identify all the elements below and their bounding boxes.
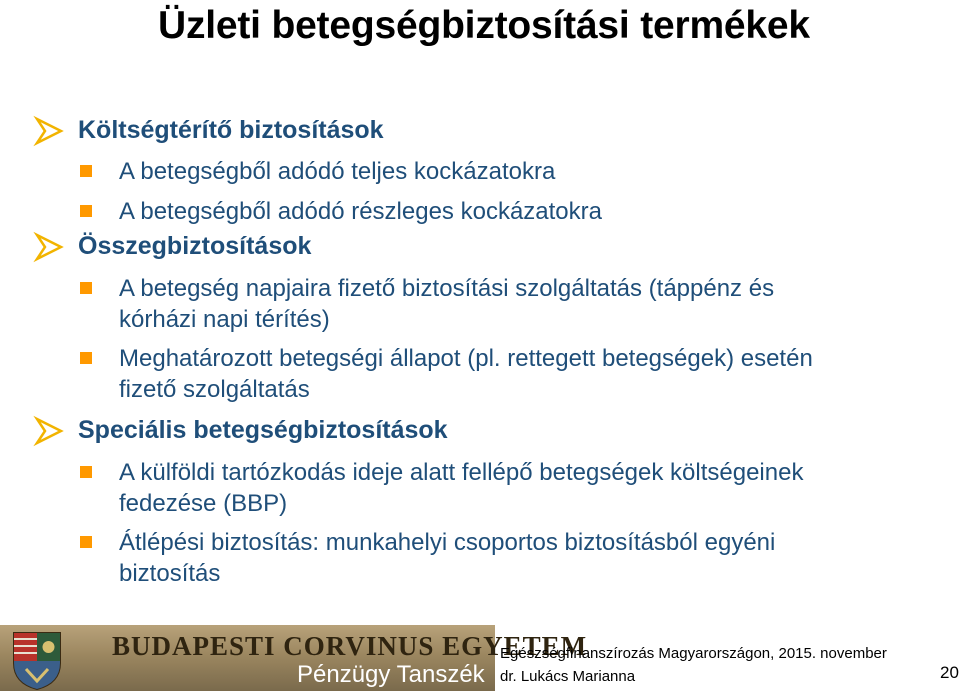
square-bullet-icon (80, 205, 92, 217)
section-heading: Összegbiztosítások (78, 232, 312, 260)
section-heading: Speciális betegségbiztosítások (78, 416, 448, 444)
list-item: A betegségből adódó teljes kockázatokra (119, 158, 556, 185)
list-item-line: A betegség napjaira fizető biztosítási szolgáltatás (táppénz és (119, 275, 775, 302)
square-bullet-icon (80, 282, 92, 294)
arrowhead-bullet-icon (34, 232, 64, 262)
list-item-line: fizető szolgáltatás (119, 376, 310, 403)
list-item: A betegségből adódó részleges kockázatokra (119, 198, 602, 225)
list-item-line: fedezése (BBP) (119, 490, 288, 517)
square-bullet-icon (80, 165, 92, 177)
square-bullet-icon (80, 536, 92, 548)
arrowhead-bullet-icon (34, 116, 64, 146)
square-bullet-icon (80, 352, 92, 364)
list-item-line: A külföldi tartózkodás ideje alatt fellépő betegségek költségeinek (119, 459, 804, 486)
slide-footer (0, 625, 960, 691)
list-item-line: biztosítás (119, 560, 221, 587)
coat-of-arms-icon (8, 629, 66, 691)
list-item-line: kórházi napi térítés) (119, 306, 330, 333)
page-number: 20 (940, 663, 959, 682)
university-name: BUDAPESTI CORVINUS EGYETEM (112, 631, 588, 661)
list-item-line: Átlépési biztosítás: munkahelyi csoportos biztosításból egyéni (119, 529, 776, 556)
footer-event: Egészségfinanszírozás Magyarországon, 2015. november (500, 645, 887, 662)
department-name: Pénzügy Tanszék (297, 661, 485, 688)
square-bullet-icon (80, 466, 92, 478)
arrowhead-bullet-icon (34, 416, 64, 446)
slide-title: Üzleti betegségbiztosítási termékek (158, 4, 810, 47)
footer-author: dr. Lukács Marianna (500, 668, 636, 685)
section-heading: Költségtérítő biztosítások (78, 116, 384, 144)
list-item-line: Meghatározott betegségi állapot (pl. rettegett betegségek) esetén (119, 345, 813, 372)
